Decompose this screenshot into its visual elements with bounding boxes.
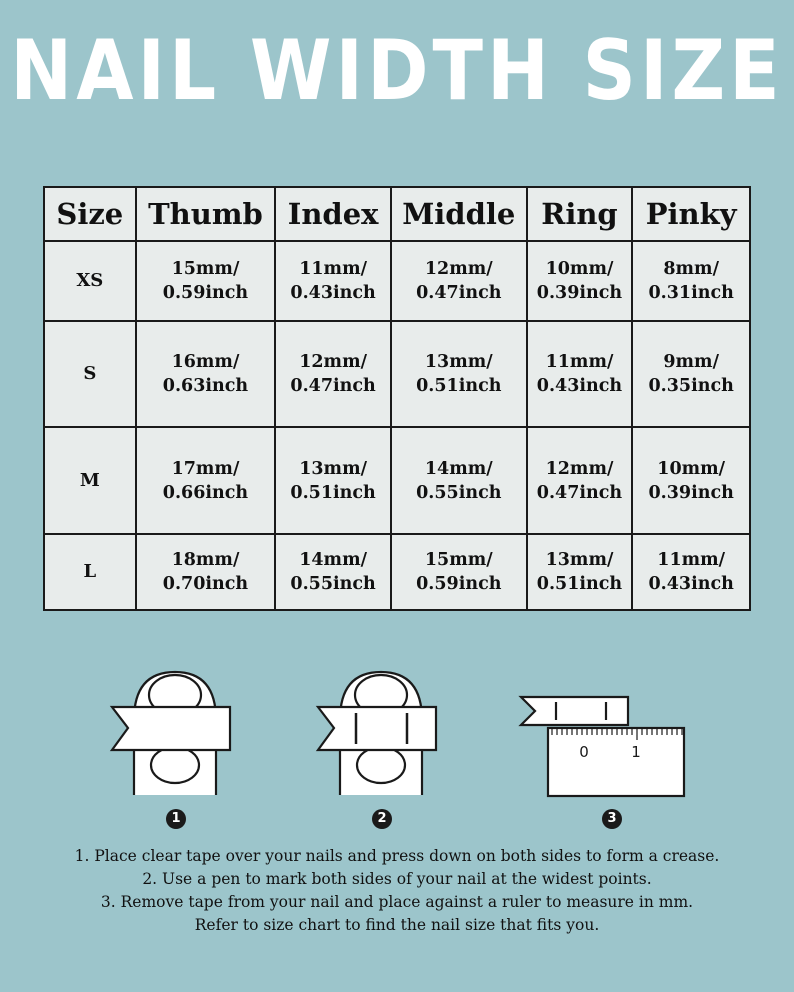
measurement-inch: 0.55inch (416, 482, 502, 503)
measurement-inch: 0.31inch (648, 283, 734, 303)
measurement-inch: 0.59inch (162, 283, 249, 303)
measurement-inch: 0.47inch (416, 283, 502, 303)
step-2-illustration (318, 672, 436, 795)
measurement-inch: 0.35inch (648, 376, 734, 396)
header-index: Index (275, 187, 391, 241)
step-number-3: 3 (602, 809, 622, 829)
measurement-mm: 18mm/ (171, 550, 240, 570)
header-pinky: Pinky (632, 187, 750, 241)
step-3-illustration (521, 697, 684, 796)
measurement-mm: 15mm/ (171, 259, 240, 279)
table-header-row (44, 187, 750, 241)
measurement-mm: 14mm/ (424, 458, 493, 479)
step-number-2: 2 (372, 809, 392, 829)
measurement-inch: 0.63inch (162, 376, 249, 396)
measurement-inch: 0.59inch (416, 574, 502, 594)
measurement-mm: 12mm/ (299, 352, 367, 372)
measurement-cell (527, 534, 633, 610)
instructions-text (0, 845, 794, 937)
measurement-inch: 0.66inch (162, 482, 249, 503)
table-row (44, 241, 750, 321)
size-chart-table (43, 186, 751, 611)
table-row (44, 427, 750, 534)
measurement-mm: 9mm/ (663, 352, 719, 372)
instruction-line-2: 2. Use a pen to mark both sides of your nail at the widest points. (142, 870, 652, 888)
size-cell: L (44, 534, 136, 610)
step-1-illustration (112, 672, 230, 795)
measurement-inch: 0.43inch (648, 574, 734, 594)
instruction-line-1: 1. Place clear tape over your nails and press down on both sides to form a crease. (74, 847, 720, 865)
measurement-cell (275, 321, 391, 427)
size-cell: M (44, 427, 136, 534)
measurement-mm: 11mm/ (657, 550, 726, 570)
measurement-mm: 13mm/ (545, 550, 614, 570)
measurement-mm: 14mm/ (299, 550, 367, 570)
measurement-cell (391, 534, 527, 610)
measurement-cell (527, 321, 633, 427)
measurement-cell (632, 534, 750, 610)
ruler-label-0: 0 (579, 743, 589, 761)
measurement-inch: 0.51inch (290, 482, 376, 503)
measurement-cell (391, 427, 527, 534)
measurement-mm: 11mm/ (545, 352, 614, 372)
measurement-mm: 12mm/ (424, 259, 493, 279)
measurement-inch: 0.47inch (536, 482, 623, 503)
ruler-label-1: 1 (631, 743, 641, 761)
measurement-cell (136, 534, 276, 610)
measurement-mm: 13mm/ (424, 352, 493, 372)
measurement-mm: 8mm/ (663, 259, 719, 279)
measurement-cell (275, 427, 391, 534)
size-cell: XS (44, 241, 136, 321)
measurement-mm: 12mm/ (545, 458, 614, 479)
size-cell: S (44, 321, 136, 427)
measurement-inch: 0.51inch (416, 376, 502, 396)
measurement-mm: 10mm/ (657, 458, 726, 479)
header-ring: Ring (527, 187, 633, 241)
instruction-illustrations (0, 660, 794, 835)
measurement-cell (136, 321, 276, 427)
measurement-cell (632, 321, 750, 427)
measurement-cell (527, 427, 633, 534)
measurement-inch: 0.55inch (290, 574, 376, 594)
measurement-cell (275, 534, 391, 610)
measurement-mm: 17mm/ (171, 458, 240, 479)
measurement-cell (136, 241, 276, 321)
measurement-mm: 11mm/ (299, 259, 367, 279)
measurement-cell (391, 241, 527, 321)
page-title: NAIL WIDTH SIZE (10, 22, 784, 120)
measurement-inch: 0.43inch (290, 283, 376, 303)
measurement-cell (527, 241, 633, 321)
measurement-inch: 0.39inch (536, 283, 623, 303)
header-middle: Middle (391, 187, 527, 241)
measurement-mm: 16mm/ (171, 352, 240, 372)
measurement-cell (632, 427, 750, 534)
measurement-inch: 0.70inch (162, 574, 249, 594)
measurement-cell (275, 241, 391, 321)
table-row (44, 321, 750, 427)
measurement-inch: 0.39inch (648, 482, 734, 503)
measurement-mm: 15mm/ (424, 550, 493, 570)
measurement-cell (136, 427, 276, 534)
measurement-mm: 13mm/ (299, 458, 367, 479)
measurement-inch: 0.43inch (536, 376, 623, 396)
measurement-cell (632, 241, 750, 321)
measurement-cell (391, 321, 527, 427)
measurement-mm: 10mm/ (545, 259, 614, 279)
instruction-line-4: Refer to size chart to find the nail size that fits you. (194, 916, 600, 934)
table-row (44, 534, 750, 610)
instruction-line-3: 3. Remove tape from your nail and place against a ruler to measure in mm. (100, 893, 694, 911)
step-number-1: 1 (166, 809, 186, 829)
header-size: Size (44, 187, 136, 241)
measurement-inch: 0.51inch (536, 574, 623, 594)
measurement-inch: 0.47inch (290, 376, 376, 396)
header-thumb: Thumb (136, 187, 276, 241)
